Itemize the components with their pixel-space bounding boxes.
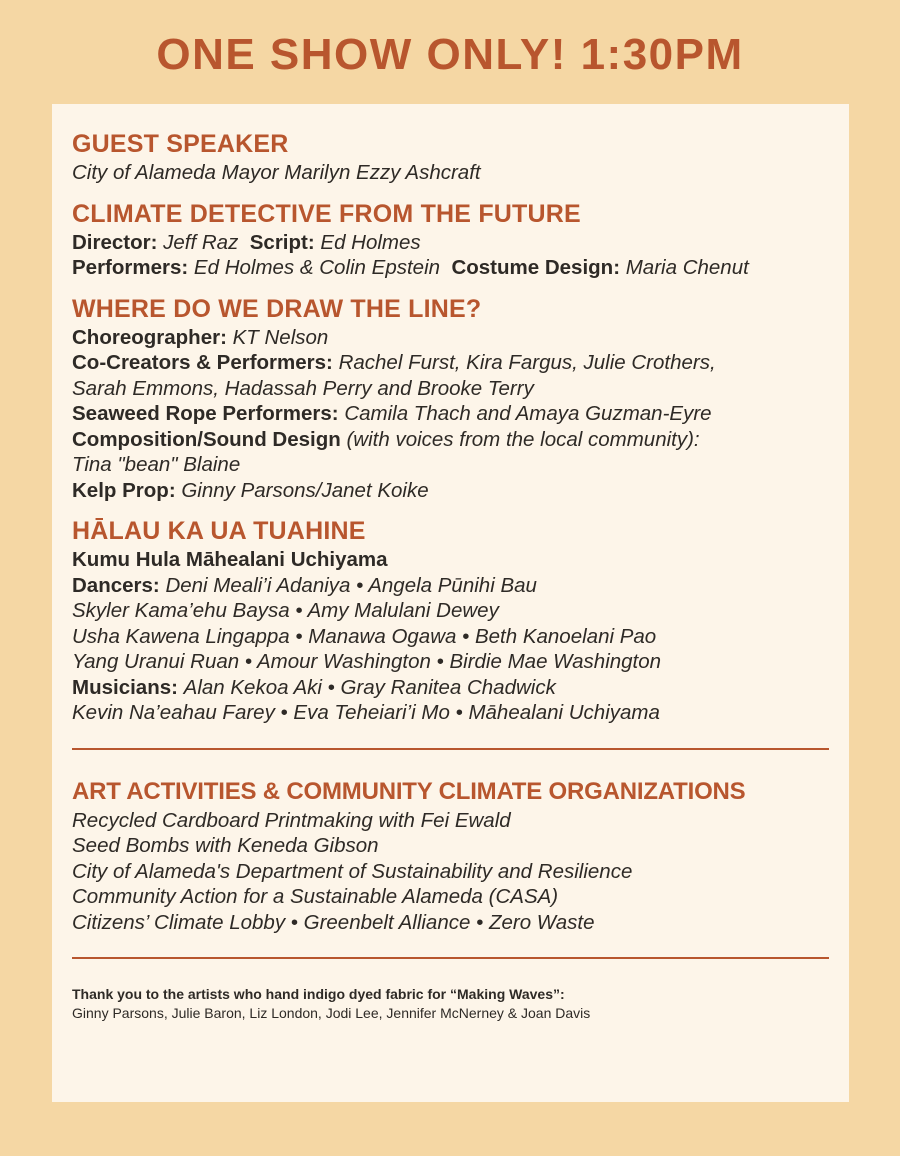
section-divider	[72, 957, 829, 959]
art-item: Citizens’ Climate Lobby • Greenbelt Alliance • Zero Waste	[72, 910, 595, 934]
musicians-label: Musicians:	[72, 675, 178, 699]
script-value: Ed Holmes	[320, 230, 421, 254]
composition-line	[72, 427, 829, 453]
program-card	[52, 104, 849, 1102]
art-activities-title: ART ACTIVITIES & COMMUNITY CLIMATE ORGANIZATIONS	[72, 777, 746, 805]
director-value: Jeff Raz	[163, 230, 239, 254]
cocreators-line-2: Sarah Emmons, Hadassah Perry and Brooke Terry	[72, 376, 534, 400]
kelp-line	[72, 478, 829, 504]
thanks-heading: Thank you to the artists who hand indigo dyed fabric for “Making Waves”:	[72, 986, 565, 1002]
dancers-value-1: Deni Meali’i Adaniya • Angela Pūnihi Bau	[165, 573, 537, 597]
performers-value: Ed Holmes & Colin Epstein	[193, 256, 441, 279]
cocreators-value-1: Rachel Furst, Kira Fargus, Julie Crothers,	[338, 351, 716, 374]
musicians-line-1	[72, 675, 829, 701]
guest-speaker-name: City of Alameda Mayor Marilyn Ezzy Ashcraft	[72, 161, 481, 184]
kelp-label: Kelp Prop:	[72, 478, 176, 502]
costume-label: Costume Design:	[451, 256, 621, 279]
halau-title: HĀLAU KA UA TUAHINE	[72, 517, 366, 545]
composition-label: Composition/Sound Design	[72, 427, 341, 451]
section-divider	[72, 748, 829, 750]
art-item: Recycled Cardboard Printmaking with Fei Ewald	[72, 808, 511, 832]
seaweed-label: Seaweed Rope Performers:	[72, 402, 339, 425]
cocreators-line-1	[72, 350, 829, 376]
musicians-value-1: Alan Kekoa Aki • Gray Ranitea Chadwick	[183, 675, 556, 699]
dancers-line-2: Skyler Kama’ehu Baysa • Amy Malulani Dewey	[72, 599, 499, 622]
script-label: Script:	[249, 230, 315, 254]
climate-credits-line-2	[72, 255, 829, 281]
musicians-line-2: Kevin Na’eahau Farey • Eva Teheiari’i Mo • Māhealani Uchiyama	[72, 701, 660, 724]
climate-credits-line-1	[72, 230, 829, 256]
cocreators-label: Co-Creators & Performers:	[72, 351, 333, 374]
art-item: Community Action for a Sustainable Alameda (CASA)	[72, 885, 559, 908]
climate-detective-title: CLIMATE DETECTIVE FROM THE FUTURE	[72, 199, 581, 228]
art-item: City of Alameda's Department of Sustainability and Resilience	[72, 859, 633, 883]
dancers-line-4: Yang Uranui Ruan • Amour Washington • Birdie Mae Washington	[72, 650, 662, 673]
headline: ONE SHOW ONLY! 1:30PM	[156, 30, 744, 79]
composition-value: Tina "bean" Blaine	[72, 453, 241, 476]
choreographer-line	[72, 325, 829, 351]
choreographer-label: Choreographer:	[72, 325, 227, 349]
dancers-label: Dancers:	[72, 573, 160, 597]
art-item: Seed Bombs with Keneda Gibson	[72, 834, 379, 857]
director-label: Director:	[72, 230, 158, 254]
seaweed-line	[72, 401, 829, 427]
composition-note: (with voices from the local community):	[346, 427, 700, 451]
dancers-line-3: Usha Kawena Lingappa • Manawa Ogawa • Beth Kanoelani Pao	[72, 624, 657, 648]
performers-label: Performers:	[72, 256, 189, 279]
seaweed-value: Camila Thach and Amaya Guzman-Eyre	[344, 402, 712, 425]
kumu-hula: Kumu Hula Māhealani Uchiyama	[72, 548, 388, 571]
choreographer-value: KT Nelson	[232, 325, 329, 349]
thanks-names: Ginny Parsons, Julie Baron, Liz London, Jodi Lee, Jennifer McNerney & Joan Davis	[72, 1005, 591, 1021]
costume-value: Maria Chenut	[625, 256, 749, 279]
dancers-line-1	[72, 573, 829, 599]
draw-the-line-title: WHERE DO WE DRAW THE LINE?	[72, 294, 482, 323]
guest-speaker-title: GUEST SPEAKER	[72, 130, 289, 158]
kelp-value: Ginny Parsons/Janet Koike	[181, 478, 429, 502]
